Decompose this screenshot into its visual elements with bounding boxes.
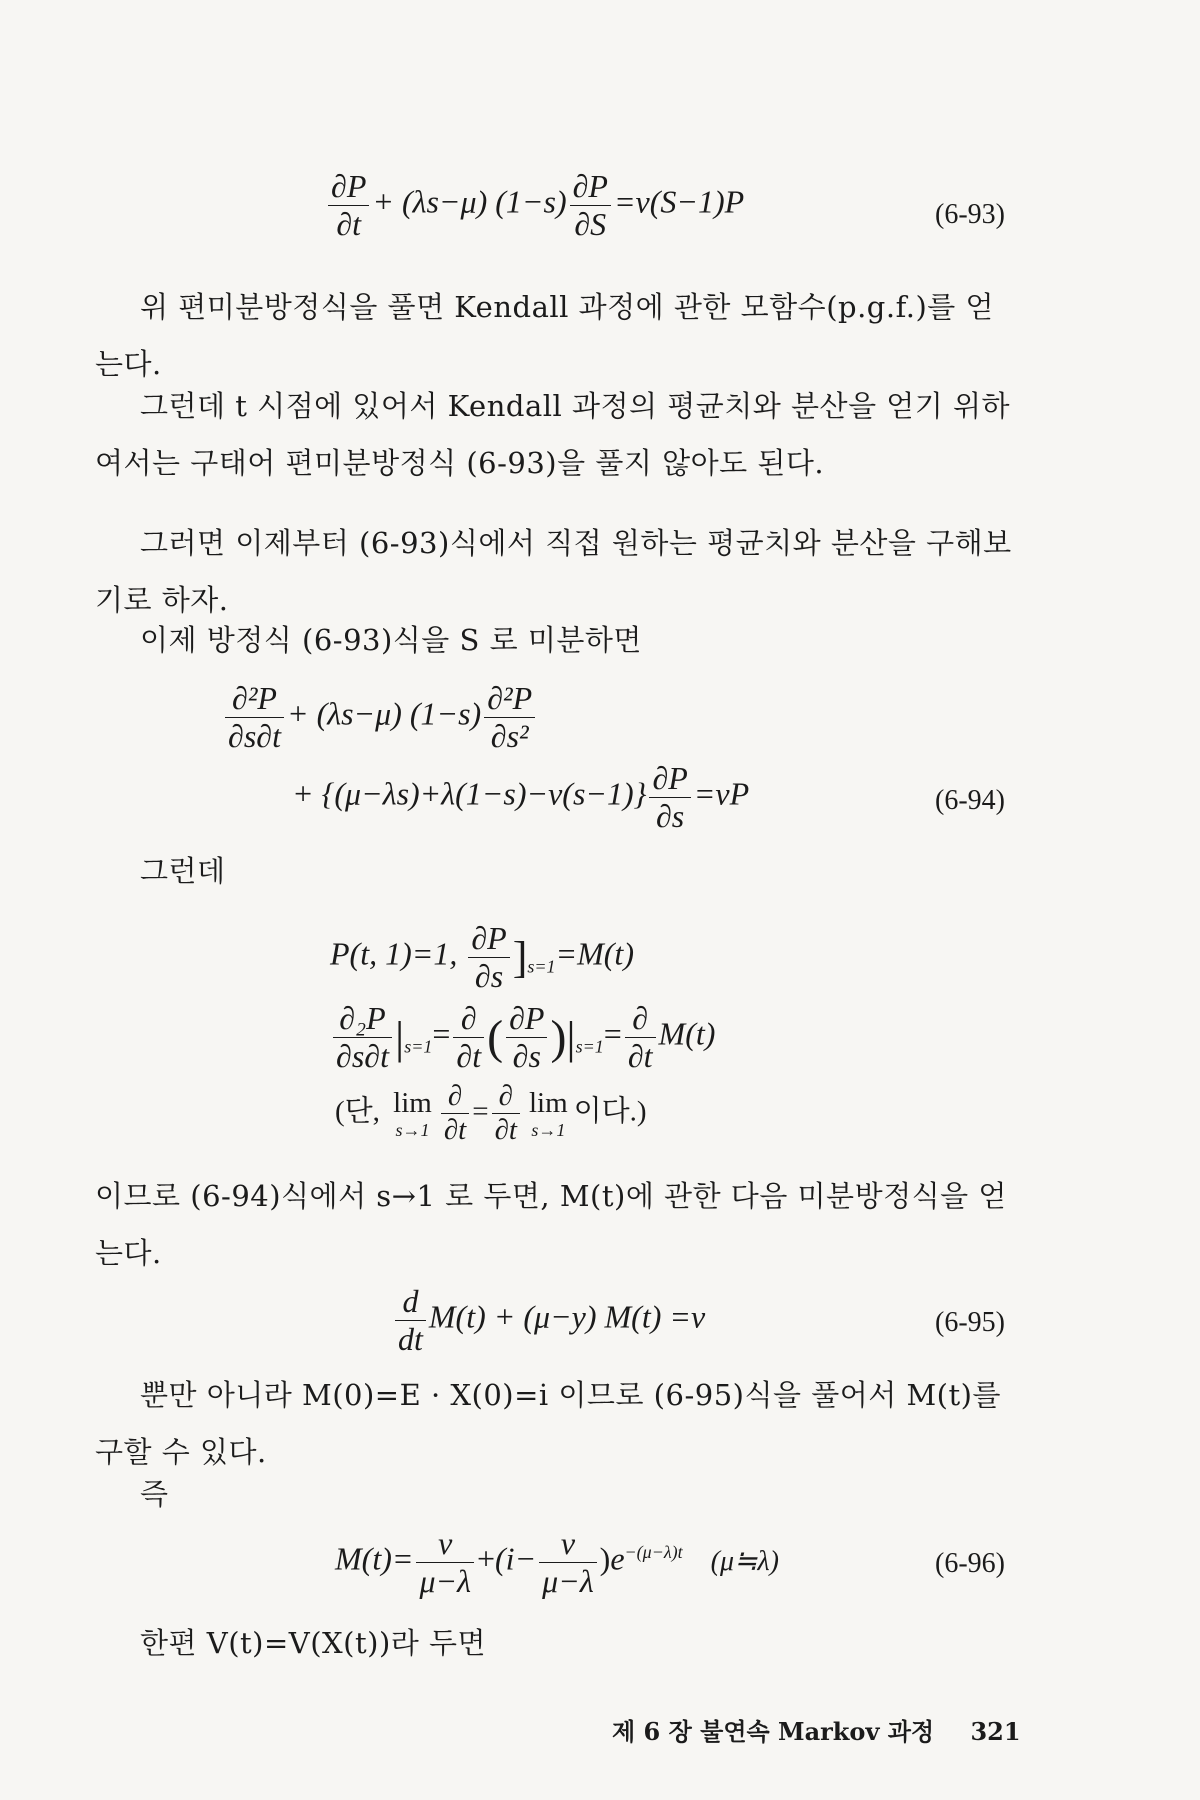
fraction: $\frac{\partial}{\partial t}$ bbox=[441, 1080, 469, 1148]
fraction: $\frac{\nu}{\mu-\lambda}$ bbox=[539, 1525, 597, 1600]
fraction: $\frac{\partial}{\partial t}$ bbox=[625, 1000, 656, 1075]
running-footer bbox=[612, 1712, 1021, 1747]
fraction: $\frac{\partial P}{\partial s}$ bbox=[506, 1000, 547, 1075]
equation-number-6-95: (6-95) bbox=[935, 1307, 1005, 1338]
fraction: $\frac{\partial P}{\partial s}$ bbox=[468, 920, 509, 995]
fraction: $\frac{\nu}{\mu-\lambda}$ bbox=[416, 1525, 474, 1600]
equation-6-94-line1: $\frac{\text{∂²P}}{\partial s\partial t}$ + (λs−μ) (1−s) $\frac{\text{∂²P}}{\text{∂s²}}$ bbox=[222, 680, 538, 755]
left-paren: ( bbox=[487, 1010, 504, 1064]
equation-number-6-96: (6-96) bbox=[935, 1548, 1005, 1579]
limit: lim s→1 bbox=[393, 1086, 432, 1141]
chapter-title: 제 6 장 불연속 Markov 과정 bbox=[612, 1717, 935, 1746]
evaluation-bar: | bbox=[566, 1011, 576, 1063]
equation-6-96: M(t)= $\frac{\nu}{\mu-\lambda}$ +(i− $\frac{\nu}{\mu-\lambda}$ )$e^{-(\mu-\lambda)t}$ (μ≒λ) bbox=[335, 1525, 779, 1599]
paragraph: 그런데 t 시점에 있어서 Kendall 과정의 평균치와 분산을 얻기 위하 여서는 구태어 편미분방정식 (6-93)을 풀지 않아도 된다. bbox=[95, 389, 1011, 480]
fraction: $\frac{d}{dt}$ bbox=[395, 1283, 426, 1358]
limit: lim s→1 bbox=[528, 1086, 568, 1141]
fraction: $\frac{\partial P}{\partial s}$ bbox=[649, 760, 690, 835]
paragraph: 이제 방정식 (6-93)식을 S 로 미분하면 bbox=[140, 623, 642, 657]
evaluation-bracket: ] bbox=[512, 932, 528, 982]
fraction: $\frac{\text{∂²P}}{\text{∂s²}}$ bbox=[484, 680, 535, 755]
paragraph: 한편 V(t)=V(X(t))라 두면 bbox=[140, 1626, 487, 1660]
paragraph: 그러면 이제부터 (6-93)식에서 직접 원하는 평균치와 분산을 구해보 기로 하자. bbox=[95, 526, 1012, 617]
paragraph: 위 편미분방정식을 풀면 Kendall 과정에 관한 모함수(p.g.f.)를 얻 는다. bbox=[95, 290, 995, 381]
paragraph: 뿐만 아니라 M(0)=E · X(0)=i 이므로 (6-95)식을 풀어서 M(t)를 구할 수 있다. bbox=[95, 1378, 1001, 1469]
fraction: $\frac{\partial P}{\partial S}$ bbox=[570, 168, 611, 243]
paragraph: 즉 bbox=[140, 1477, 169, 1511]
paragraph: 이므로 (6-94)식에서 s→1 로 두면, M(t)에 관한 다음 미분방정식을 얻 는다. bbox=[95, 1179, 1007, 1270]
fraction: $\frac{\partial}{\partial t}$ bbox=[492, 1080, 520, 1148]
fraction: $\frac{\text{∂₂P}}{\partial s\partial t}$ bbox=[333, 1000, 392, 1075]
page-number: 321 bbox=[970, 1717, 1021, 1746]
fraction: $\frac{\text{∂²P}}{\partial s\partial t}$ bbox=[225, 680, 284, 755]
equation-6-95: $\frac{d}{dt}$ M(t) + (μ−y) M(t) =ν bbox=[392, 1283, 705, 1358]
paragraph: 그런데 bbox=[140, 854, 226, 888]
condition-line-2: $\frac{\text{∂₂P}}{\partial s\partial t}$ $|_{s=1}=$ $\frac{\partial}{\partial t}$ ( $\frac{\partial P}{\partial s}$ )$|_{s=1}=$ $\frac{\partial}{\partial t}$ M(t) bbox=[330, 1000, 715, 1075]
condition-line-1: P(t, 1)=1, $\frac{\partial P}{\partial s}$ ]$_{s=1}=M(t)$ bbox=[330, 920, 634, 994]
fraction: $\frac{\partial}{\partial t}$ bbox=[453, 1000, 484, 1075]
right-paren: ) bbox=[550, 1010, 567, 1064]
equation-6-93: $\frac{\partial P}{\partial t}$ + (λs−μ) (1−s) $\frac{\partial P}{\partial S}$ =ν(S−1)P bbox=[325, 168, 744, 243]
equation-6-94-line2: + {(μ−λs)+λ(1−s)−ν(s−1)} $\frac{\partial P}{\partial s}$ =νP bbox=[292, 760, 750, 834]
fraction: $\frac{\partial P}{\partial t}$ bbox=[328, 168, 369, 243]
condition-line-3: (단, lim s→1 $\frac{\partial}{\partial t}$ = $\frac{\partial}{\partial t}$ lim s→1 이다.) bbox=[335, 1080, 647, 1147]
evaluation-bar: | bbox=[394, 1011, 405, 1063]
equation-number-6-94: (6-94) bbox=[935, 785, 1005, 816]
equation-number-6-93: (6-93) bbox=[935, 199, 1005, 230]
